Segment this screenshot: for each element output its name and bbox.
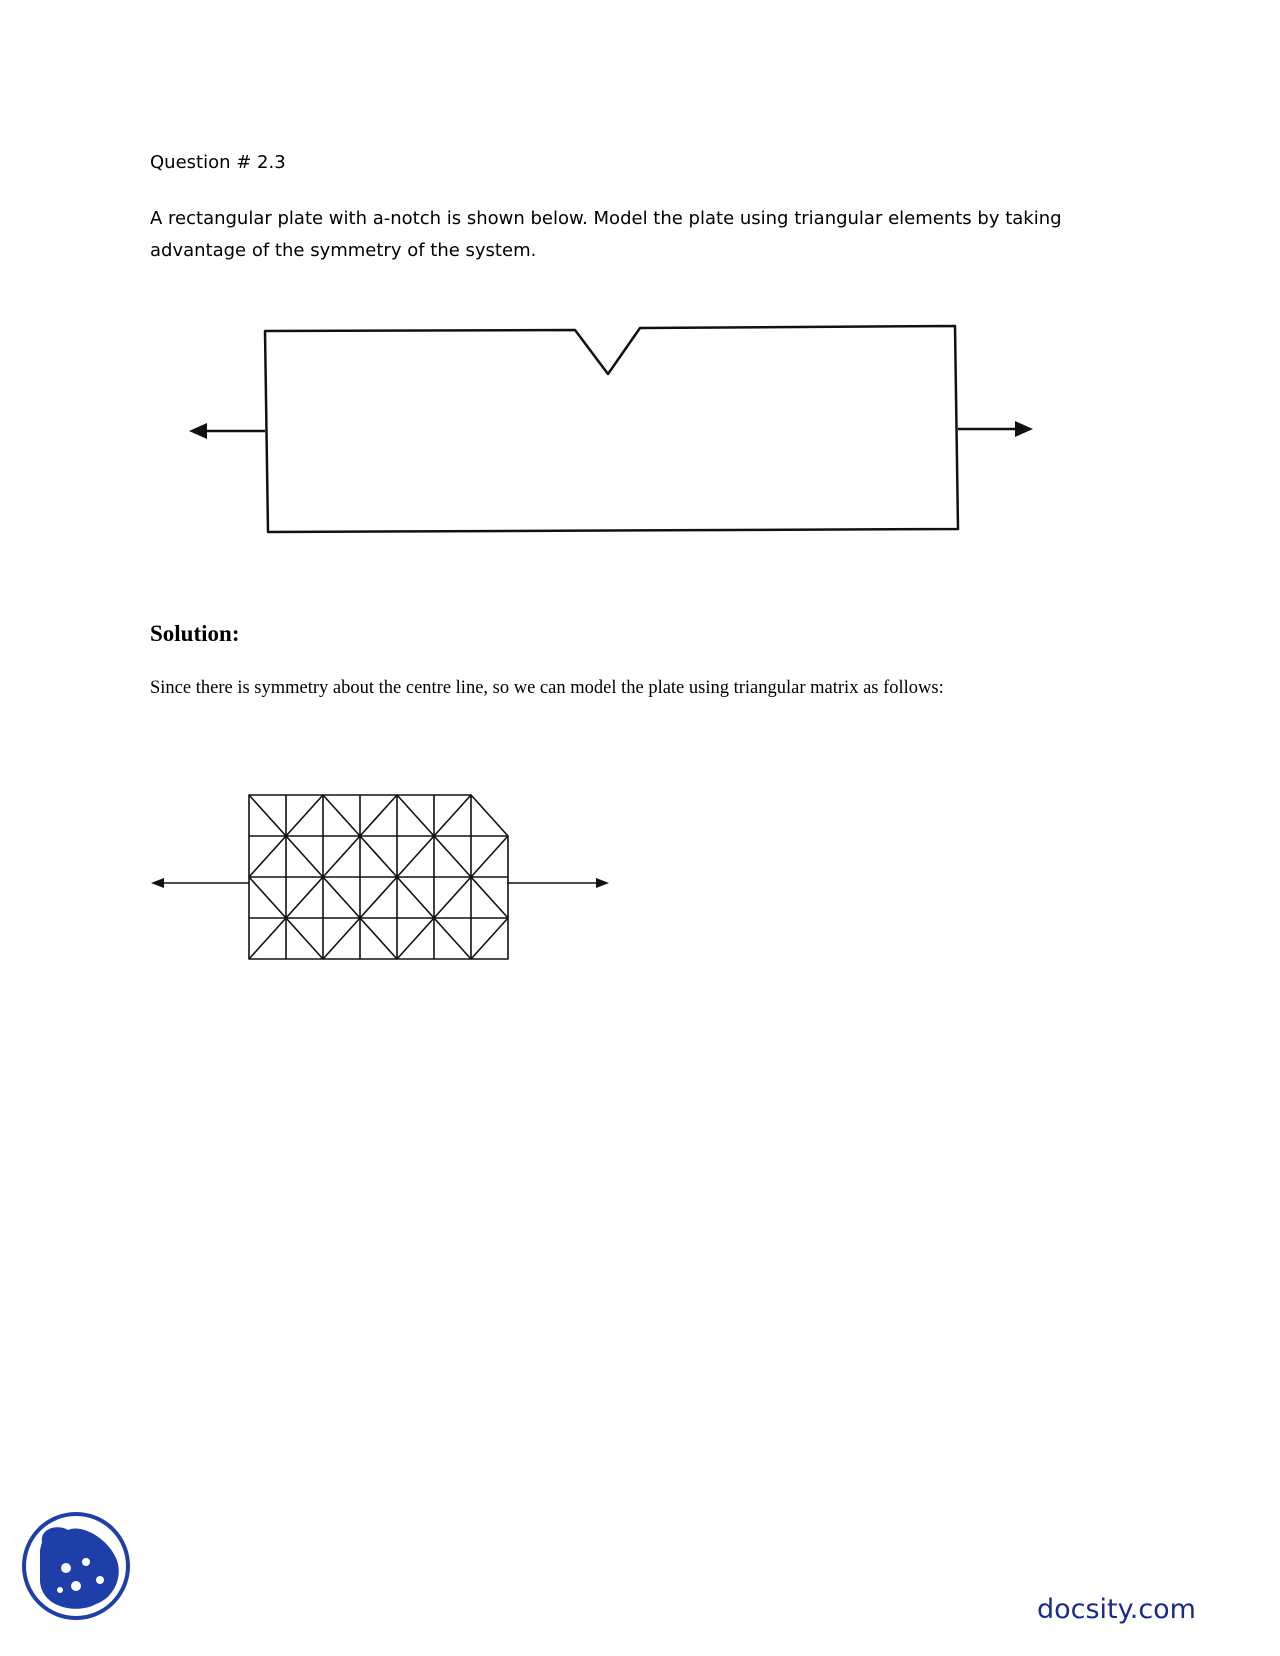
mesh-diagonal	[249, 918, 286, 959]
mesh-diagonal	[397, 877, 434, 918]
mesh-diagonal	[471, 877, 508, 918]
mesh-diagonal	[360, 836, 397, 877]
mesh-diagonal	[323, 795, 360, 836]
mesh-diagonal	[323, 918, 360, 959]
mesh-diagonal	[471, 836, 508, 877]
mesh-diagonal	[434, 836, 471, 877]
docsity-logo-icon	[20, 1510, 132, 1622]
mesh-diagonal	[249, 795, 286, 836]
mesh-diagonal	[286, 877, 323, 918]
left-arrowhead	[189, 423, 207, 439]
mesh-diagonal	[434, 795, 471, 836]
mesh-diagonal	[286, 795, 323, 836]
mesh-diagonal	[434, 877, 471, 918]
mesh-right-arrowhead	[596, 878, 609, 888]
mesh-diagonal	[360, 795, 397, 836]
plate-outline	[265, 326, 958, 532]
mesh-diagonal	[286, 918, 323, 959]
right-arrowhead	[1015, 421, 1033, 437]
mesh-diagonal	[323, 877, 360, 918]
question-text: A rectangular plate with a-notch is shown below. Model the plate using triangular elements by taking advantage of the symmetry of the system.	[150, 208, 1062, 261]
mesh-diagonal	[286, 836, 323, 877]
solution-heading: Solution:	[150, 621, 240, 646]
solution-text: Since there is symmetry about the centre line, so we can model the plate using triangular matrix as follows:	[150, 678, 944, 698]
brand-name[interactable]: docsity.com	[1036, 1594, 1196, 1625]
notched-plate-figure	[185, 318, 1035, 543]
mesh-diagonal	[323, 836, 360, 877]
question-label: Question # 2.3	[150, 152, 286, 173]
mesh-diagonal	[360, 877, 397, 918]
mesh-diagonal	[249, 877, 286, 918]
mesh-diagonal	[360, 918, 397, 959]
mesh-diagonal	[397, 918, 434, 959]
mesh-left-arrowhead	[151, 878, 164, 888]
mesh-diagonal	[249, 836, 286, 877]
triangular-mesh-figure	[145, 783, 615, 973]
mesh-diagonal	[397, 795, 434, 836]
mesh-diagonal	[434, 918, 471, 959]
mesh-diagonal	[397, 836, 434, 877]
mesh-diagonal	[471, 918, 508, 959]
